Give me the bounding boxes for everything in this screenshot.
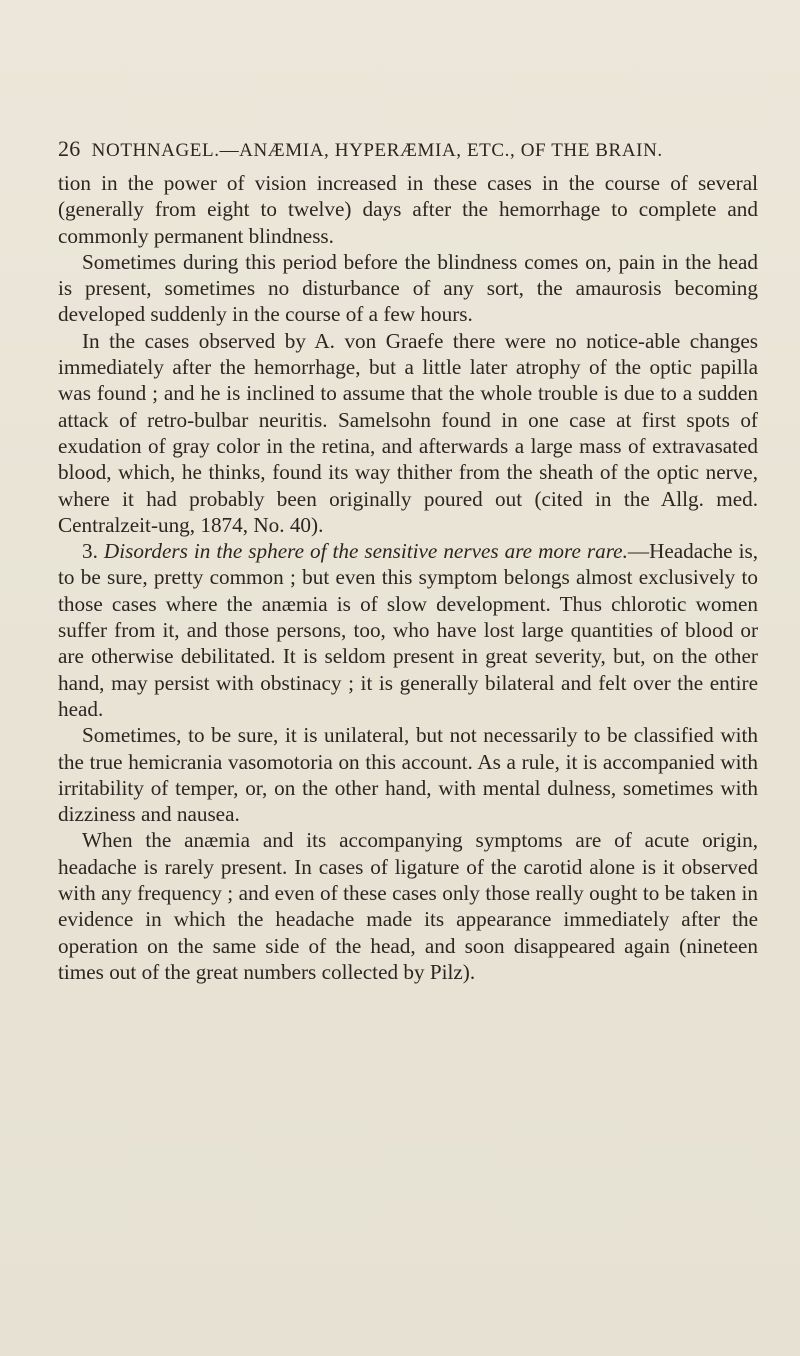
body-text [58, 170, 758, 985]
paragraph-3-text: In the cases observed by A. von Graefe there were no notice-able changes immediately after the hemorrhage, but a little later atrophy of the optic papilla was found ; and he is inclined to assume that the whole trouble is due to a sudden attack of retro-bulbar neuritis. Samelsohn found in one case at first spots of exudation of gray color in the retina, and afterwards a large mass of extravasated blood, which, he thinks, found its way thither from the sheath of the optic nerve, where it had probably been originally poured out (cited in the Allg. med. Centralzeit-ung, 1874, No. 40). [58, 328, 758, 537]
running-title: NOTHNAGEL.—ANÆMIA, HYPERÆMIA, ETC., OF THE BRAIN. [91, 140, 663, 161]
paragraph-4 [58, 538, 758, 722]
section-heading: Disorders in the sphere of the sensitive nerves are more rare. [103, 539, 628, 564]
paragraph-6 [58, 827, 758, 985]
paragraph-5-text: Sometimes, to be sure, it is unilateral, but not necessarily to be classified with the true hemicrania vasomotoria on this account. As a rule, it is accompanied with irritability of temper, or, on the other hand, with mental dulness, sometimes with dizziness and nausea. [58, 723, 758, 827]
paragraph-2 [58, 249, 758, 328]
paragraph-5 [58, 722, 758, 827]
paragraph-1 [58, 170, 758, 249]
section-number: 3. [82, 539, 104, 564]
paragraph-2-text: Sometimes during this period before the blindness comes on, pain in the head is present, sometimes no disturbance of any sort, the amaurosis becoming developed suddenly in the course of a few hours. [58, 249, 758, 327]
paragraph-4-text: —Headache is, to be sure, pretty common ; but even this symptom belongs almost exclusively to those cases where the anæmia is of slow development. Thus chlorotic women suffer from it, and those persons, too, who have lost large quantities of blood or are otherwise debilitated. It is seldom present in great severity, but, on the other hand, may persist with obstinacy ; it is generally bilateral and felt over the entire head. [58, 539, 759, 721]
paragraph-1-text: tion in the power of vision increased in these cases in the course of several (generally from eight to twelve) days after the hemorrhage to complete and commonly permanent blindness. [58, 171, 758, 248]
paragraph-3 [58, 328, 758, 538]
paragraph-6-text: When the anæmia and its accompanying symptoms are of acute origin, headache is rarely present. In cases of ligature of the carotid alone is it observed with any frequency ; and even of these cases only those really ought to be taken in evidence in which the headache made its appearance immediately after the operation on the same side of the head, and soon disappeared again (nineteen times out of the great numbers collected by Pilz). [58, 828, 758, 984]
running-head [58, 136, 758, 162]
page-number: 26 [58, 136, 81, 161]
